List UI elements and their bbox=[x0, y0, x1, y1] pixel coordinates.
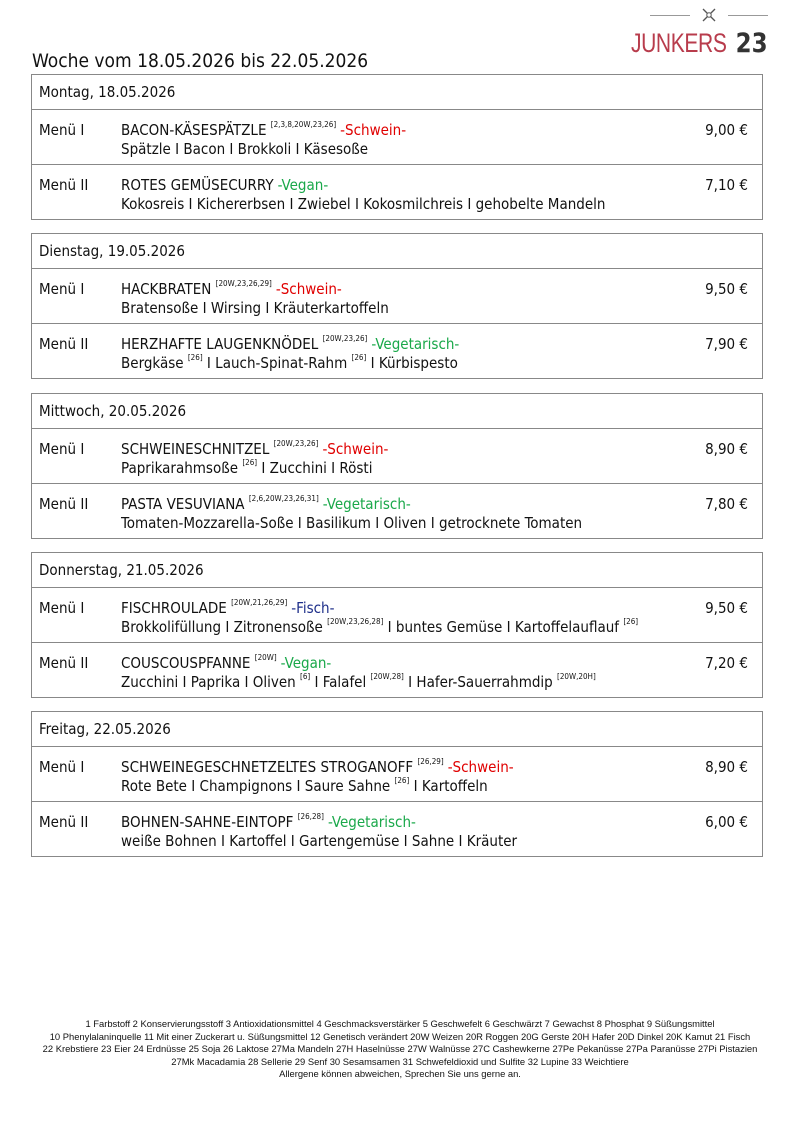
menu-label: Menü I bbox=[39, 599, 85, 617]
price: 6,00 € bbox=[705, 813, 748, 831]
price: 9,50 € bbox=[705, 599, 748, 617]
menu-row bbox=[32, 324, 762, 378]
dish-name-line bbox=[121, 440, 388, 458]
legend-line: Allergene können abweichen, Sprechen Sie uns gerne an. bbox=[279, 1068, 521, 1079]
dish-name-line bbox=[121, 813, 416, 831]
diet-tag: -Fisch- bbox=[291, 599, 335, 617]
description-text: I Kürbispesto bbox=[366, 354, 458, 372]
diet-tag: -Vegetarisch- bbox=[322, 495, 411, 513]
description-text: Brokkolifüllung I Zitronensoße bbox=[121, 618, 328, 636]
price: 7,90 € bbox=[705, 335, 748, 353]
allergen-codes: [26] bbox=[351, 353, 367, 362]
dish-description bbox=[121, 618, 638, 636]
allergen-codes: [20W,23,26] bbox=[273, 439, 319, 448]
description-text: I Lauch-Spinat-Rahm bbox=[202, 354, 352, 372]
menu-row bbox=[32, 643, 762, 697]
diet-tag: -Vegan- bbox=[277, 176, 329, 194]
menu-label: Menü I bbox=[39, 121, 85, 139]
allergen-codes: [6] bbox=[300, 672, 311, 681]
price: 7,80 € bbox=[705, 495, 748, 513]
allergen-codes: [26,29] bbox=[417, 757, 444, 766]
legend-line: 22 Krebstiere 23 Eier 24 Erdnüsse 25 Soja 26 Laktose 27Ma Mandeln 27H Haselnüsse 27W Walnüsse 27C Cashewkerne 27Pe Pekanüsse 27Pa Paranüsse 27Pi Pistazien bbox=[42, 1043, 758, 1054]
dish-description bbox=[121, 459, 372, 477]
allergen-codes: [26] bbox=[187, 353, 203, 362]
menu-row bbox=[32, 588, 762, 643]
description-text: I Kartoffeln bbox=[409, 777, 488, 795]
price: 9,00 € bbox=[705, 121, 748, 139]
menu-label: Menü I bbox=[39, 758, 85, 776]
dish-name-line bbox=[121, 176, 328, 194]
allergen-codes: [2,3,8,20W,23,26] bbox=[270, 120, 337, 129]
diet-tag: -Vegan- bbox=[280, 654, 332, 672]
diet-tag: -Vegetarisch- bbox=[327, 813, 416, 831]
allergen-codes: [26] bbox=[242, 458, 258, 467]
menu-row bbox=[32, 429, 762, 484]
description-text: I buntes Gemüse I Kartoffelauflauf bbox=[383, 618, 624, 636]
day-section bbox=[31, 711, 763, 857]
menu-row bbox=[32, 802, 762, 856]
dish-name-line bbox=[121, 335, 459, 353]
description-text: Paprikarahmsoße bbox=[121, 459, 243, 477]
allergen-codes: [20W,28] bbox=[370, 672, 404, 681]
day-header: Montag, 18.05.2026 bbox=[32, 75, 762, 110]
description-text: I Zucchini I Rösti bbox=[257, 459, 373, 477]
menu-label: Menü II bbox=[39, 335, 89, 353]
dish-description bbox=[121, 673, 596, 691]
menu-label: Menü I bbox=[39, 280, 85, 298]
allergen-legend bbox=[0, 1018, 800, 1081]
price: 7,20 € bbox=[705, 654, 748, 672]
dish-name-line bbox=[121, 495, 411, 513]
legend-line: 27Mk Macadamia 28 Sellerie 29 Senf 30 Sesamsamen 31 Schwefeldioxid und Sulfite 32 Lupine 33 Weichtiere bbox=[171, 1055, 629, 1067]
logo-wordmark: JUNKERS bbox=[630, 28, 727, 58]
menu-row bbox=[32, 484, 762, 538]
description-text: I Falafel bbox=[310, 673, 371, 691]
diet-tag: -Schwein- bbox=[447, 758, 514, 776]
allergen-codes: [26,28] bbox=[297, 812, 324, 821]
description-text: Rote Bete I Champignons I Saure Sahne bbox=[121, 777, 395, 795]
dish-description bbox=[121, 354, 458, 372]
menu-label: Menü II bbox=[39, 654, 89, 672]
dish-name-line bbox=[121, 599, 334, 617]
dish-name: PASTA VESUVIANA bbox=[121, 495, 245, 513]
price: 8,90 € bbox=[705, 440, 748, 458]
logo-line-left bbox=[650, 15, 690, 16]
dish-name-line bbox=[121, 121, 406, 139]
logo-number: 23 bbox=[736, 28, 768, 59]
day-header: Dienstag, 19.05.2026 bbox=[32, 234, 762, 269]
description-text: I Hafer-Sauerrahmdip bbox=[403, 673, 558, 691]
dish-name: BACON-KÄSESPÄTZLE bbox=[121, 121, 267, 139]
allergen-codes: [20W,23,26,28] bbox=[327, 617, 384, 626]
diet-tag: -Vegetarisch- bbox=[371, 335, 460, 353]
diet-tag: -Schwein- bbox=[322, 440, 389, 458]
menu-row bbox=[32, 165, 762, 219]
menu-row bbox=[32, 269, 762, 324]
dish-name-line bbox=[121, 280, 342, 298]
allergen-codes: [20W] bbox=[254, 653, 277, 662]
dish-name: HACKBRATEN bbox=[121, 280, 212, 298]
dish-description bbox=[121, 777, 488, 795]
dish-name: ROTES GEMÜSECURRY bbox=[121, 176, 274, 194]
dish-description: Tomaten-Mozzarella-Soße I Basilikum I Oliven I getrocknete Tomaten bbox=[121, 514, 583, 532]
dish-description: weiße Bohnen I Kartoffel I Gartengemüse I Sahne I Kräuter bbox=[121, 832, 518, 850]
allergen-codes: [26] bbox=[623, 617, 639, 626]
day-header: Mittwoch, 20.05.2026 bbox=[32, 394, 762, 429]
day-section bbox=[31, 552, 763, 698]
allergen-codes: [20W,20H] bbox=[557, 672, 596, 681]
dish-description: Bratensoße I Wirsing I Kräuterkartoffeln bbox=[121, 299, 389, 317]
dish-name: HERZHAFTE LAUGENKNÖDEL bbox=[121, 335, 319, 353]
menu-label: Menü II bbox=[39, 495, 89, 513]
logo-line-right bbox=[728, 15, 768, 16]
allergen-codes: [26] bbox=[394, 776, 410, 785]
day-section bbox=[31, 74, 763, 220]
menu-label: Menü II bbox=[39, 813, 89, 831]
dish-name: FISCHROULADE bbox=[121, 599, 227, 617]
legend-line: 1 Farbstoff 2 Konservierungsstoff 3 Antioxidationsmittel 4 Geschmacksverstärker 5 Geschwefelt 6 Geschwärzt 7 Gewachst 8 Phosphat 9 Süßungsmittel bbox=[85, 1018, 715, 1029]
day-section bbox=[31, 393, 763, 539]
week-title: Woche vom 18.05.2026 bis 22.05.2026 bbox=[32, 50, 369, 72]
description-text: Zucchini I Paprika I Oliven bbox=[121, 673, 301, 691]
day-header: Freitag, 22.05.2026 bbox=[32, 712, 762, 747]
dish-name: SCHWEINESCHNITZEL bbox=[121, 440, 270, 458]
price: 9,50 € bbox=[705, 280, 748, 298]
diet-tag: -Schwein- bbox=[340, 121, 407, 139]
menu-label: Menü I bbox=[39, 440, 85, 458]
allergen-codes: [20W,23,26] bbox=[322, 334, 368, 343]
day-section bbox=[31, 233, 763, 379]
allergen-codes: [20W,23,26,29] bbox=[215, 279, 272, 288]
dish-description: Spätzle I Bacon I Brokkoli I Käsesoße bbox=[121, 140, 369, 158]
dish-description: Kokosreis I Kichererbsen I Zwiebel I Kokosmilchreis I gehobelte Mandeln bbox=[121, 195, 606, 213]
description-text: Bergkäse bbox=[121, 354, 188, 372]
legend-line: 10 Phenylalaninquelle 11 Mit einer Zuckerart u. Süßungsmittel 12 Genetisch verändert 20W Weizen 20R Roggen 20G Gerste 20H Hafer 20D Dinkel 20K Kamut 21 Fisch bbox=[49, 1030, 751, 1042]
price: 7,10 € bbox=[705, 176, 748, 194]
day-header: Donnerstag, 21.05.2026 bbox=[32, 553, 762, 588]
allergen-codes: [2,6,20W,23,26,31] bbox=[248, 494, 319, 503]
menu-row bbox=[32, 110, 762, 165]
cutlery-icon bbox=[700, 6, 718, 24]
allergen-codes: [20W,21,26,29] bbox=[231, 598, 288, 607]
dish-name: BOHNEN-SAHNE-EINTOPF bbox=[121, 813, 294, 831]
dish-name: COUSCOUSPFANNE bbox=[121, 654, 251, 672]
logo bbox=[630, 6, 768, 59]
diet-tag: -Schwein- bbox=[275, 280, 342, 298]
dish-name-line bbox=[121, 654, 331, 672]
menu-label: Menü II bbox=[39, 176, 89, 194]
dish-name: SCHWEINEGESCHNETZELTES STROGANOFF bbox=[121, 758, 414, 776]
dish-name-line bbox=[121, 758, 514, 776]
menu-row bbox=[32, 747, 762, 802]
price: 8,90 € bbox=[705, 758, 748, 776]
